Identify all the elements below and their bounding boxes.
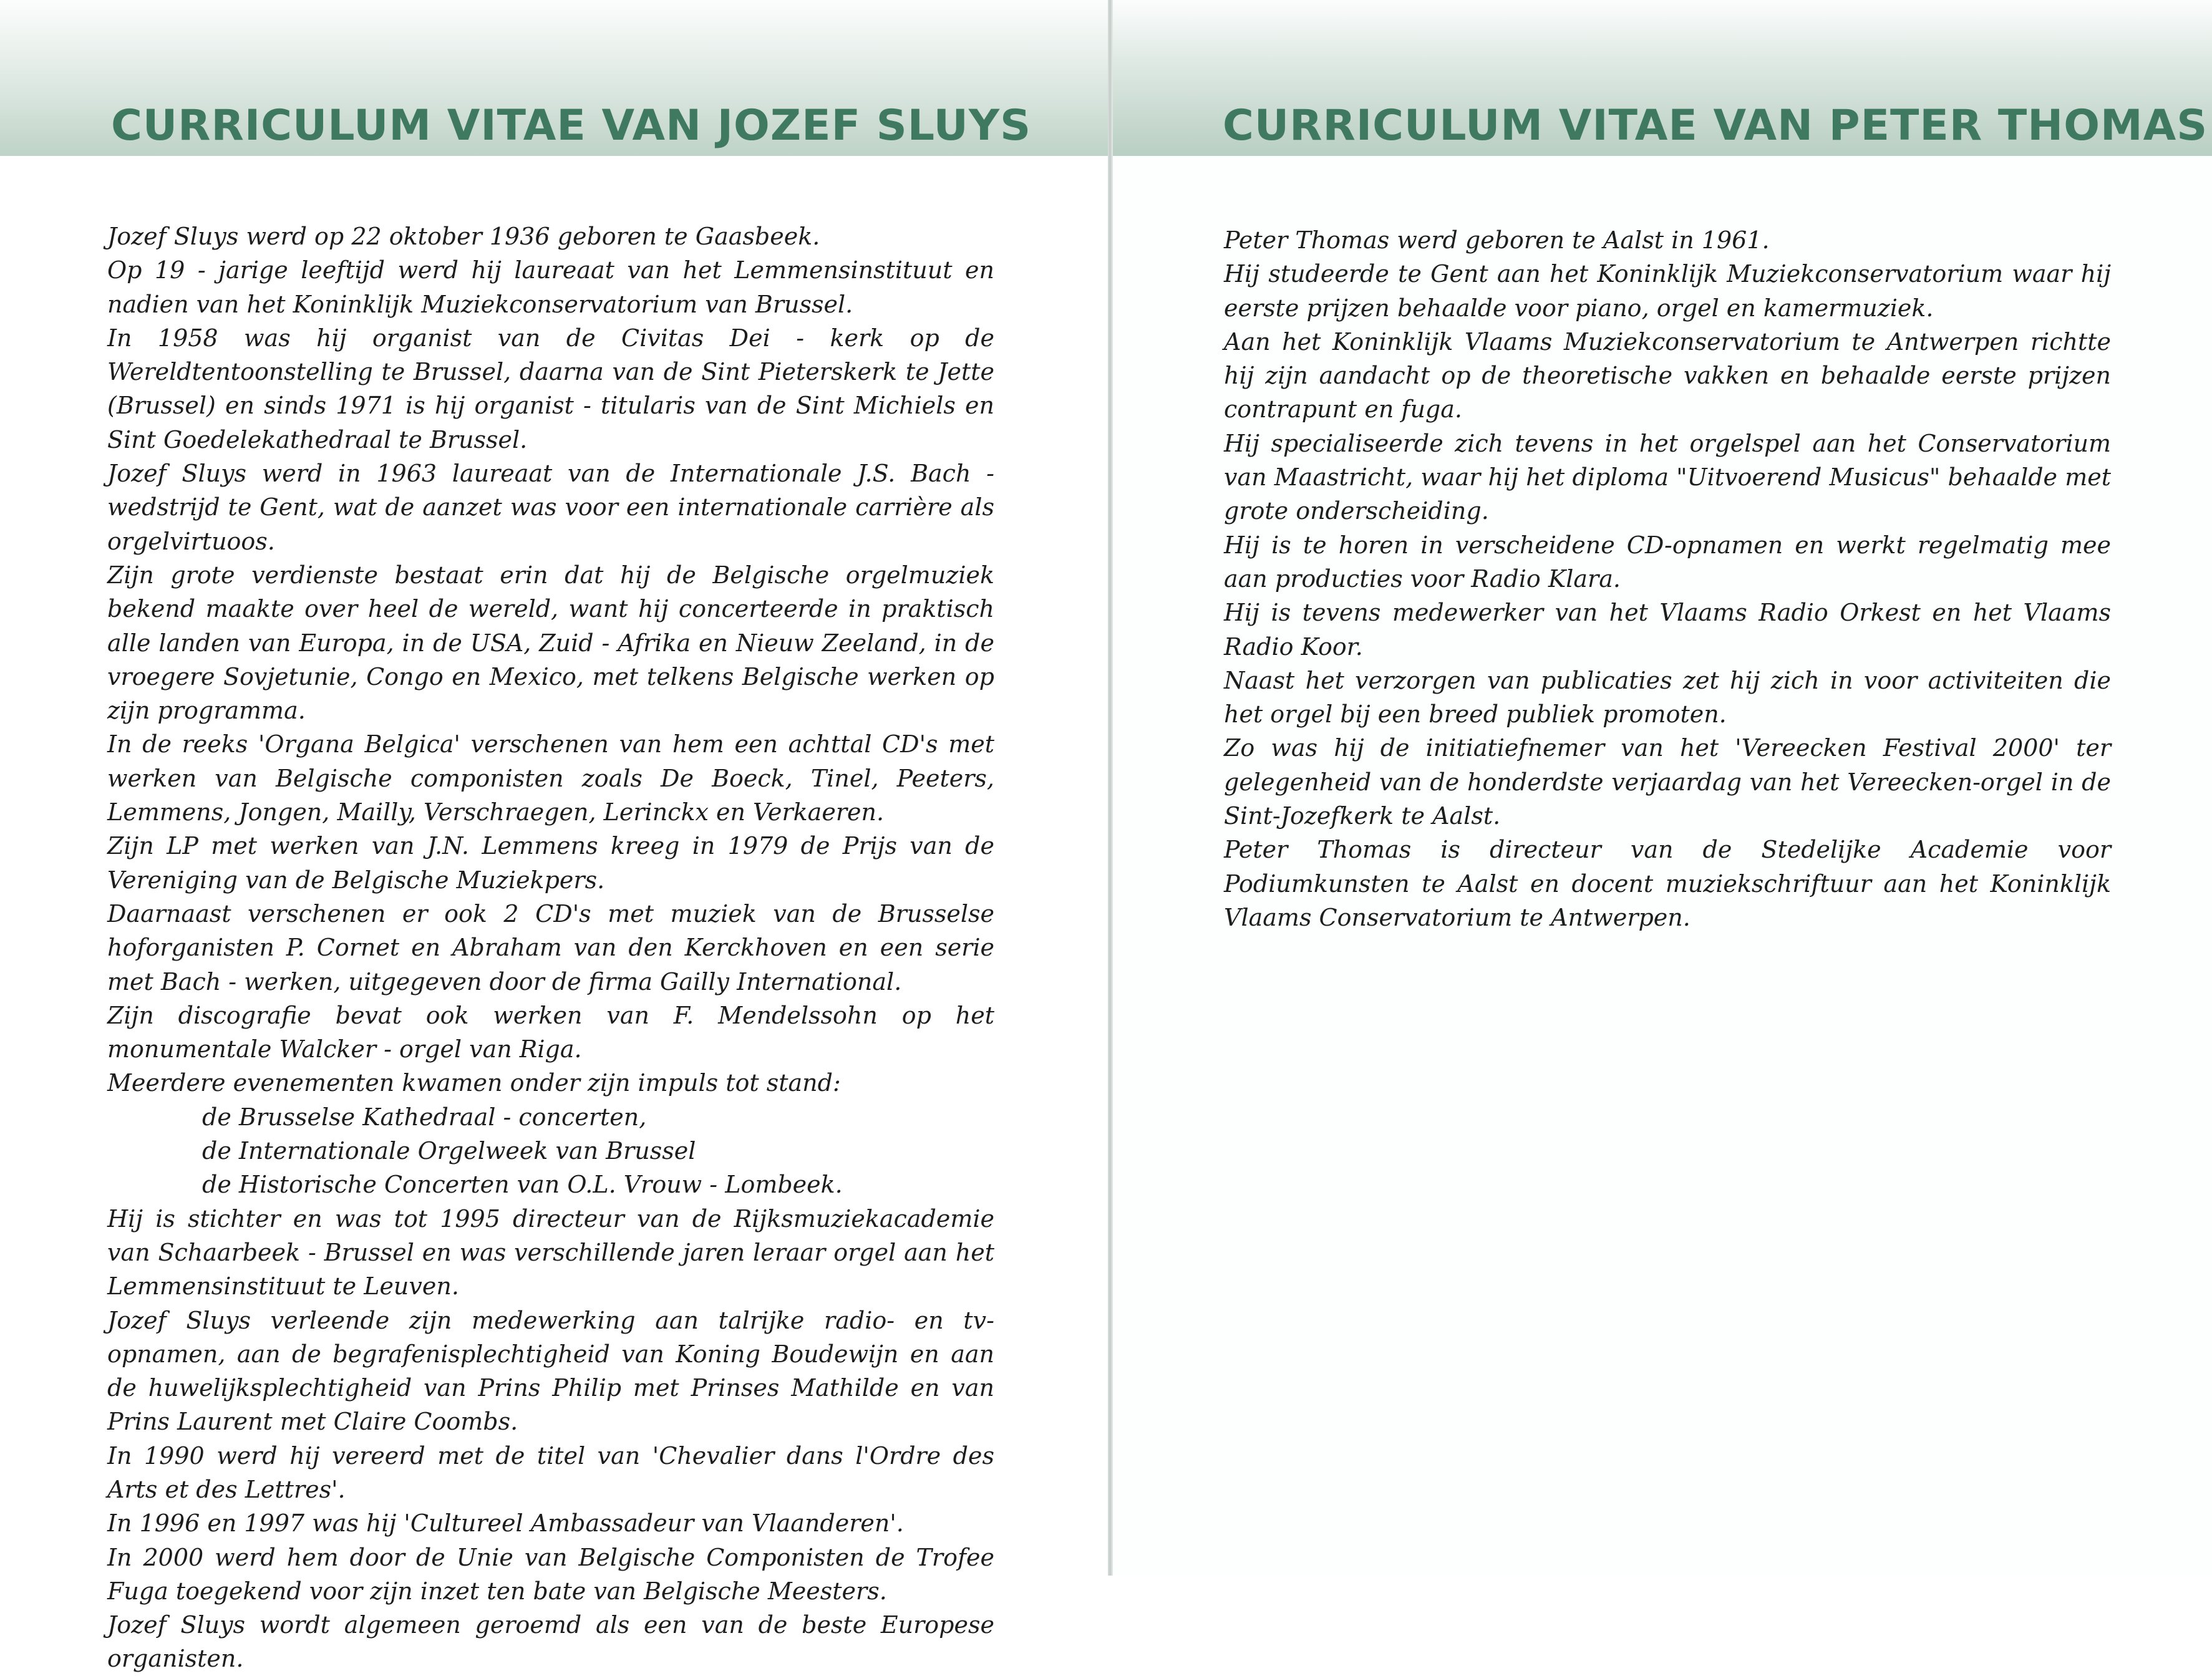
left-paragraph-4: Jozef Sluys werd in 1963 laureaat van de Internationale J.S. Bach -wedstrijd te Gent, wat de aanzet was voor een internationale carrière als orgelvirtuoos. <box>107 460 994 555</box>
right-paragraph-9: Peter Thomas is directeur van de Stedelijke Academie voor Podiumkunsten te Aalst en docent muziekschriftuur aan het Koninklijk Vlaams Conservatorium te Antwerpen. <box>1224 836 2111 931</box>
left-paragraph-16: Jozef Sluys wordt algemeen geroemd als een van de beste Europese organisten. <box>107 1611 994 1673</box>
right-body-text <box>1224 223 2111 934</box>
right-page-heading: CURRICULUM VITAE VAN PETER THOMAS <box>1223 101 2208 150</box>
left-paragraph-13: In 1990 werd hij vereerd met de titel van 'Chevalier dans l'Ordre des Arts et des Lettres'. <box>107 1441 994 1503</box>
event-list-item: de Brusselse Kathedraal - concerten, <box>202 1103 647 1131</box>
right-page <box>1113 0 2212 1576</box>
left-body-text <box>107 220 994 1676</box>
left-paragraph-3: In 1958 was hij organist van de Civitas Dei - kerk op de Wereldtentoonstelling te Brussel, daarna van de Sint Pieterskerk te Jette (Brussel) en sinds 1971 is hij organist - titularis van de Sint Michiels en Sint Goedelekathedraal te Brussel. <box>107 324 994 453</box>
right-paragraph-7: Naast het verzorgen van publicaties zet hij zich in voor activiteiten die het orgel bij een breed publiek promoten. <box>1224 666 2111 729</box>
left-paragraph-14: In 1996 en 1997 was hij 'Cultureel Ambassadeur van Vlaanderen'. <box>107 1509 904 1538</box>
left-paragraph-10: Meerdere evenementen kwamen onder zijn impuls tot stand: <box>107 1069 841 1097</box>
left-paragraph-8: Daarnaast verschenen er ook 2 CD's met muziek van de Brusselse hoforganisten P. Cornet en Abraham van den Kerckhoven en een serie met Bach - werken, uitgegeven door de firma Gailly International. <box>107 899 994 995</box>
left-paragraph-5: Zijn grote verdienste bestaat erin dat hij de Belgische orgelmuziek bekend maakte over heel de wereld, want hij concerteerde in praktisch alle landen van Europa, in de USA, Zuid - Afrika en Nieuw Zeeland, in de vroegere Sovjetunie, Congo en Mexico, met telkens Belgische werken op zijn programma. <box>107 561 994 725</box>
right-paragraph-3: Aan het Koninklijk Vlaams Muziekconservatorium te Antwerpen richtte hij zijn aandacht op de theoretische vakken en behaalde eerste prijzen contrapunt en fuga. <box>1224 327 2111 424</box>
event-list <box>107 1100 994 1202</box>
right-paragraph-8: Zo was hij de initiatiefnemer van het 'Vereecken Festival 2000' ter gelegenheid van de honderdste verjaardag van het Vereecken-orgel in de Sint-Jozefkerk te Aalst. <box>1224 734 2111 830</box>
left-paragraph-12: Jozef Sluys verleende zijn medewerking aan talrijke radio- en tv- opnamen, aan de begrafenisplechtigheid van Koning Boudewijn en aan de huwelijksplechtigheid van Prins Philip met Prinses Mathilde en van Prins Laurent met Claire Coombs. <box>107 1306 994 1436</box>
right-paragraph-1: Peter Thomas werd geboren te Aalst in 1961. <box>1224 226 1770 254</box>
left-paragraph-9: Zijn discografie bevat ook werken van F. Mendelssohn op het monumentale Walcker - orgel van Riga. <box>107 1001 994 1063</box>
right-paragraph-2: Hij studeerde te Gent aan het Koninklijk Muziekconservatorium waar hij eerste prijzen behaalde voor piano, orgel en kamermuziek. <box>1224 260 2111 322</box>
page-gutter <box>1108 0 1113 1576</box>
left-paragraph-15: In 2000 werd hem door de Unie van Belgische Componisten de Trofee Fuga toegekend voor zijn inzet ten bate van Belgische Meesters. <box>107 1543 994 1605</box>
right-paragraph-4: Hij specialiseerde zich tevens in het orgelspel aan het Conservatorium van Maastricht, waar hij het diploma "Uitvoerend Musicus" behaalde met grote onderscheiding. <box>1224 429 2111 525</box>
left-paragraph-7: Zijn LP met werken van J.N. Lemmens kreeg in 1979 de Prijs van de Vereniging van de Belgische Muziekpers. <box>107 832 994 894</box>
left-paragraph-1: Jozef Sluys werd op 22 oktober 1936 geboren te Gaasbeek. <box>107 223 820 250</box>
left-page-heading: CURRICULUM VITAE VAN JOZEF SLUYS <box>111 101 1032 150</box>
event-list-item: de Historische Concerten van O.L. Vrouw - Lombeek. <box>202 1171 843 1199</box>
right-paragraph-6: Hij is tevens medewerker van het Vlaams Radio Orkest en het Vlaams Radio Koor. <box>1224 599 2111 661</box>
right-paragraph-5: Hij is te horen in verscheidene CD-opnamen en werkt regelmatig mee aan producties voor Radio Klara. <box>1224 531 2111 593</box>
event-list-item: de Internationale Orgelweek van Brussel <box>202 1137 696 1165</box>
left-paragraph-2: Op 19 - jarige leeftijd werd hij laureaat van het Lemmensinstituut en nadien van het Koninklijk Muziekconservatorium van Brussel. <box>107 256 994 318</box>
left-paragraph-11: Hij is stichter en was tot 1995 directeur van de Rijksmuziekacademie van Schaarbeek - Brussel en was verschillende jaren leraar orgel aan het Lemmensinstituut te Leuven. <box>107 1204 994 1301</box>
left-paragraph-6: In de reeks 'Organa Belgica' verschenen van hem een achttal CD's met werken van Belgische componisten zoals De Boeck, Tinel, Peeters, Lemmens, Jongen, Mailly, Verschraegen, Lerinckx en Verkaeren. <box>107 730 994 826</box>
